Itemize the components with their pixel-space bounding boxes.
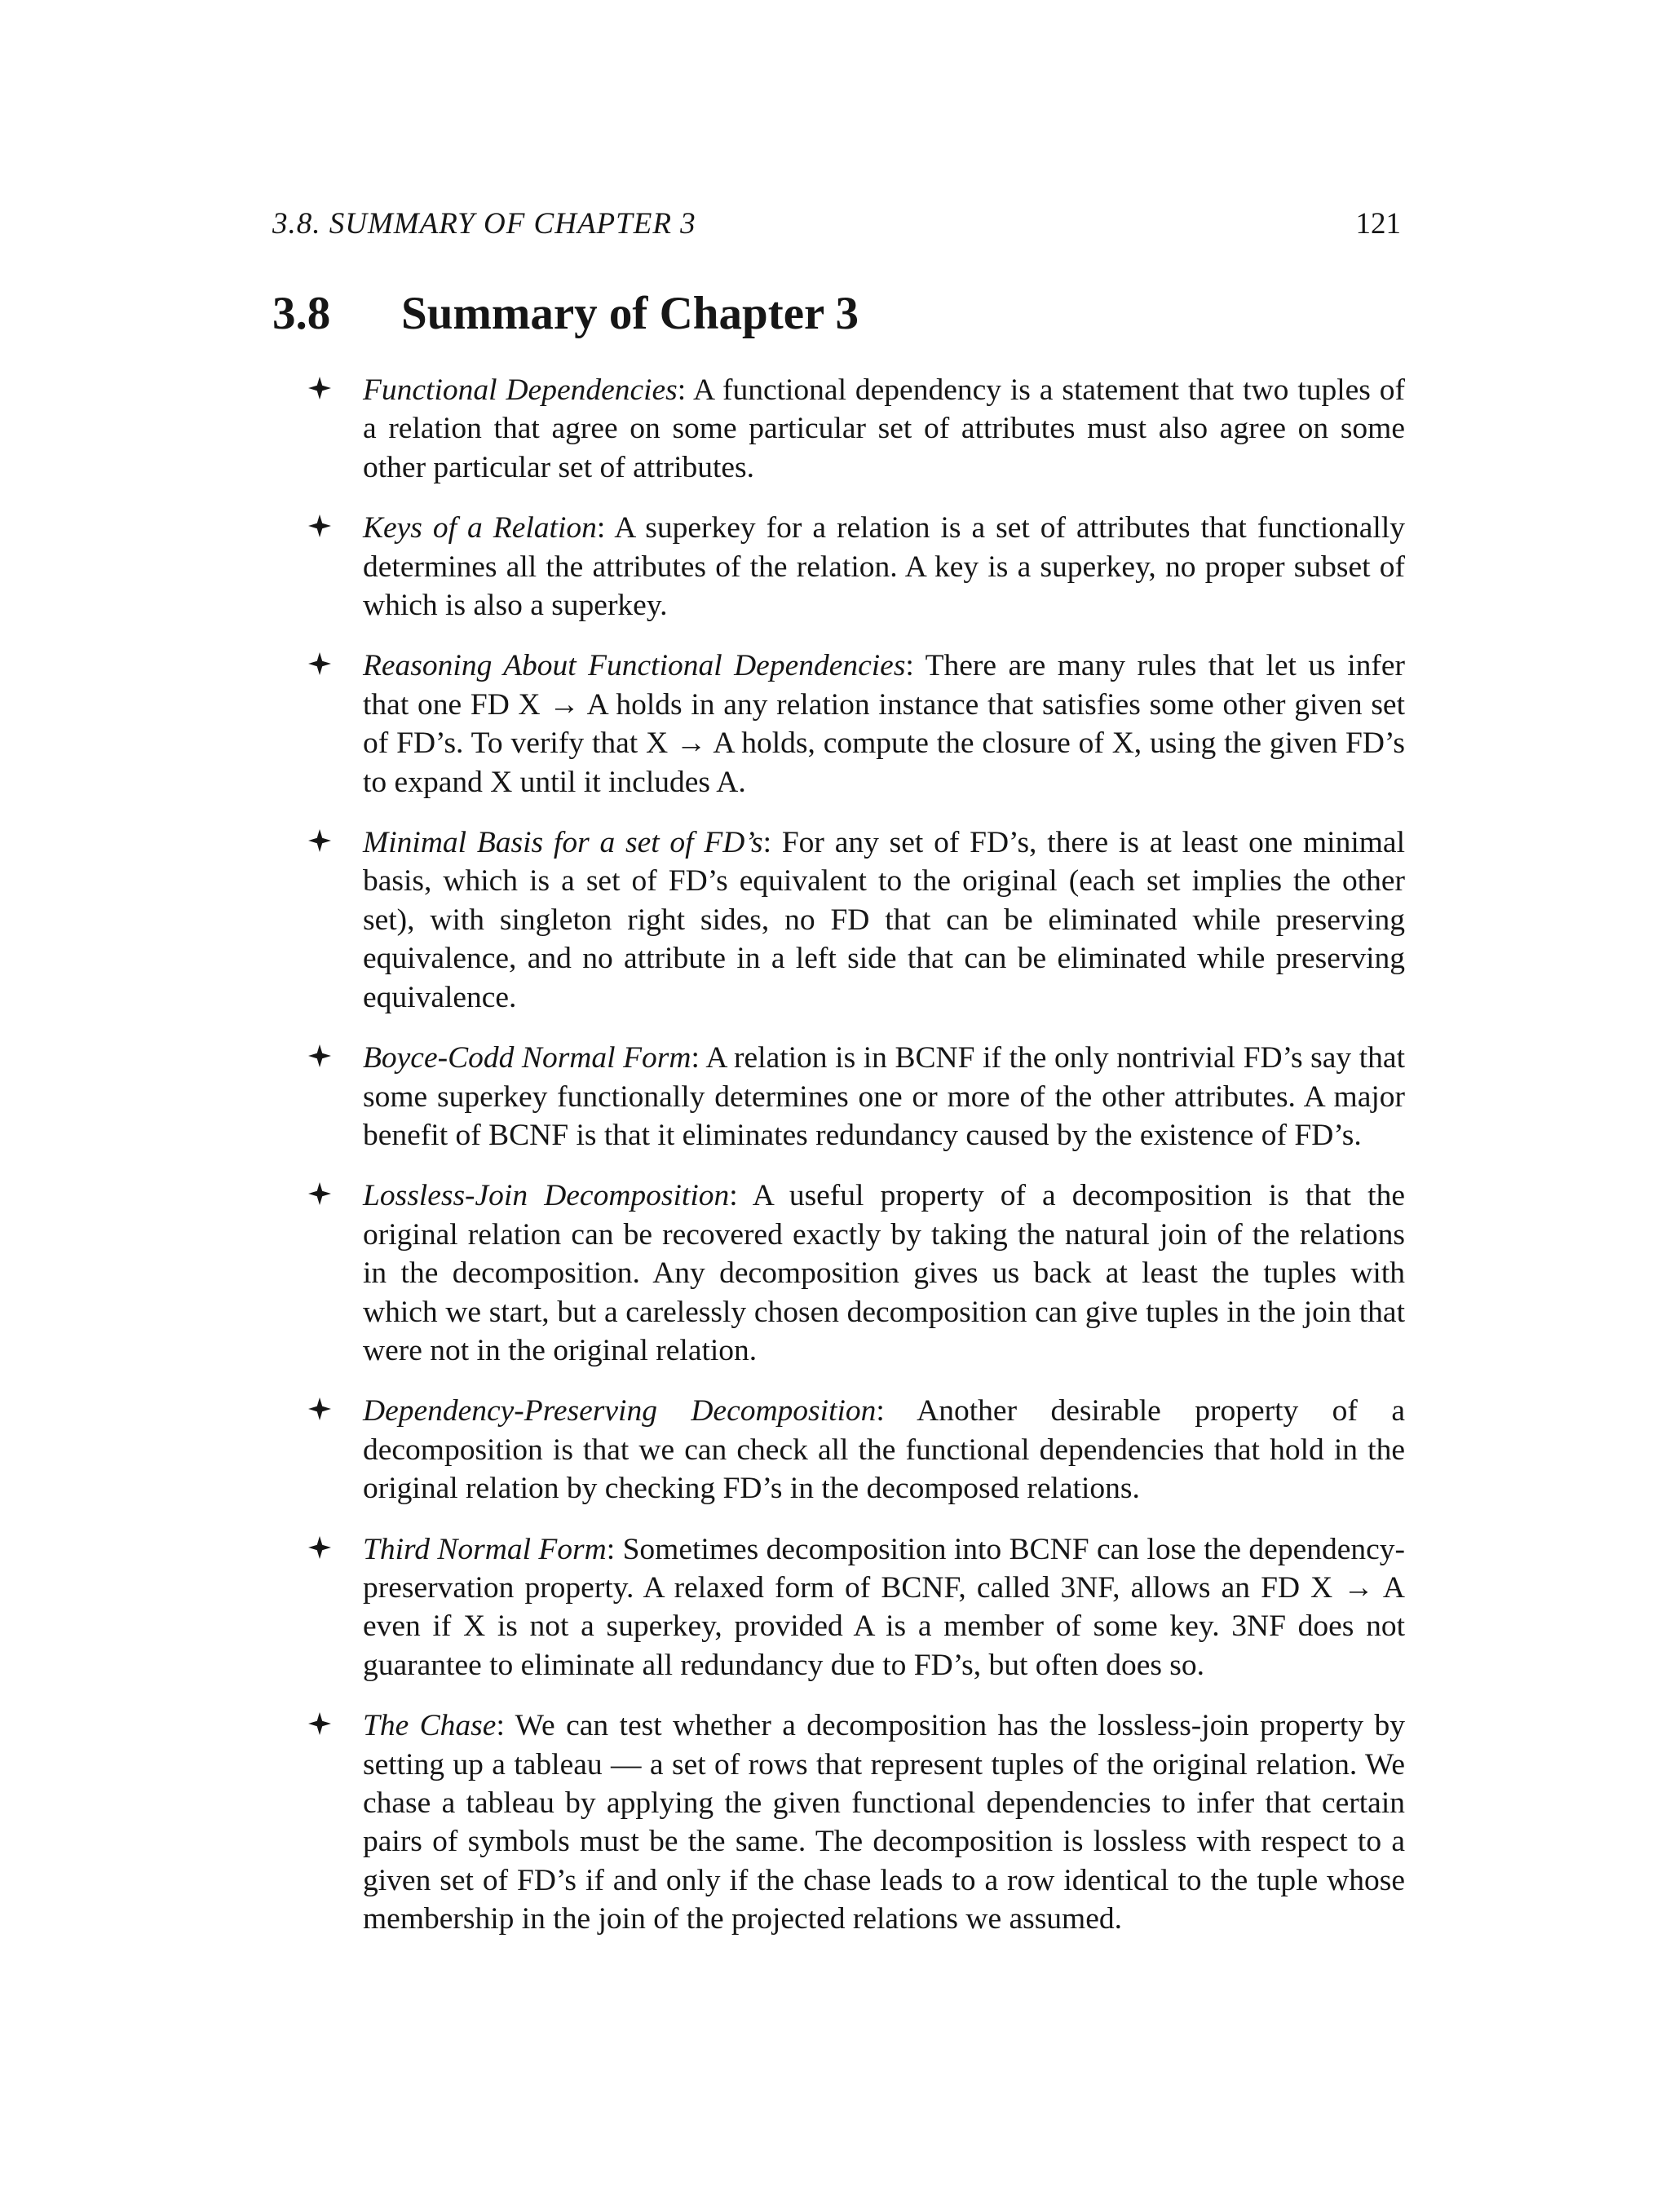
- item-text: We can test whether a decomposition has the lossless-join property by setting up a tableau — a set of rows that represent tuples of the original relation. We chase a tableau by applying the given functional dependencies to infer that certain pairs of symbols must be the same. The decomposition is lossless with respect to a given set of FD’s if and only if the chase leads to a row identical to the tuple whose membership in the join of the projected relations we assumed.: [363, 1709, 1406, 1936]
- item-term: Minimal Basis for a set of FD’s: [363, 826, 763, 860]
- summary-list: [307, 371, 1405, 1961]
- four-point-star-bullet-icon: [307, 514, 332, 538]
- item-text: A useful property of a decomposition is that the original relation can be recovered exactly by taking the natural join of the relations in the decomposition. Any decomposition gives us back at least the tuples with which we start, but a carelessly chosen decomposition can give tuples in the join that were not in the original relation.: [363, 1179, 1405, 1367]
- four-point-star-bullet-icon: [307, 1044, 332, 1068]
- four-point-star-bullet-icon: [307, 651, 332, 676]
- four-point-star-bullet-icon: [307, 376, 332, 400]
- summary-item-functional-dependencies: Functional Dependencies: A functional dependency is a statement that two tuples of a relation that agree on some particular set of attributes must also agree on some other particular set of attributes.: [307, 371, 1405, 487]
- item-term: Keys of a Relation: [363, 511, 597, 545]
- summary-item-the-chase: The Chase: We can test whether a decomposition has the lossless-join property by setting up a tableau — a set of rows that represent tuples of the original relation. We chase a tableau by applying the given functional dependencies to infer that certain pairs of symbols must be the same. The decomposition is lossless with respect to a given set of FD’s if and only if the chase leads to a row identical to the tuple whose membership in the join of the projected relations we assumed.: [307, 1706, 1405, 1938]
- item-term: Lossless-Join Decomposition: [363, 1179, 730, 1213]
- running-head: [272, 206, 1401, 247]
- item-term: Third Normal Form: [363, 1532, 607, 1566]
- summary-item-bcnf: Boyce-Codd Normal Form: A relation is in BCNF if the only nontrivial FD’s say that some superkey functionally determines one or more of the other attributes. A major benefit of BCNF is that it eliminates redundancy caused by the existence of FD’s.: [307, 1039, 1405, 1155]
- item-text: A relation is in BCNF if the only nontrivial FD’s say that some superkey functionally determines one or more of the other attributes. A major benefit of BCNF is that it eliminates redundancy caused by the existence of FD’s.: [363, 1041, 1405, 1152]
- summary-item-lossless-join: Lossless-Join Decomposition: A useful property of a decomposition is that the original relation can be recovered exactly by taking the natural join of the relations in the decomposition. Any decomposition gives us back at least the tuples with which we start, but a carelessly chosen decomposition can give tuples in the join that were not in the original relation.: [307, 1177, 1405, 1370]
- section-heading: [272, 287, 859, 340]
- running-head-title: 3.8. SUMMARY OF CHAPTER 3: [272, 207, 696, 241]
- item-text: Another desirable property of a decomposition is that we can check all the functional dependencies that hold in the original relation by checking FD’s in the decomposed relations.: [363, 1394, 1405, 1506]
- item-text: For any set of FD’s, there is at least one minimal basis, which is a set of FD’s equivalent to the original (each set implies the other set), with singleton right sides, no FD that can be eliminated while preserving equivalence, and no attribute in a left side that can be eliminated while preserving equivalence.: [363, 826, 1405, 1014]
- item-term: Boyce-Codd Normal Form: [363, 1041, 691, 1075]
- four-point-star-bullet-icon: [307, 1397, 332, 1421]
- four-point-star-bullet-icon: [307, 1535, 332, 1560]
- four-point-star-bullet-icon: [307, 1181, 332, 1206]
- section-title: Summary of Chapter 3: [401, 288, 859, 339]
- item-term: Reasoning About Functional Dependencies: [363, 649, 906, 683]
- page-number: 121: [1355, 207, 1401, 241]
- item-text: A superkey for a relation is a set of attributes that functionally determines all the attributes of the relation. A key is a superkey, no proper subset of which is also a superkey.: [363, 511, 1405, 623]
- item-term: Dependency-Preserving Decomposition: [363, 1394, 877, 1428]
- summary-item-reasoning-about-fds: Reasoning About Functional Dependencies: There are many rules that let us infer that one FD X → A holds in any relation instance that satisfies some other given set of FD’s. To verify that X → A holds, compute the closure of X, using the given FD’s to expand X until it includes A.: [307, 647, 1405, 801]
- section-number: 3.8: [272, 288, 331, 339]
- item-text: A functional dependency is a statement that two tuples of a relation that agree on some particular set of attributes must also agree on some other particular set of attributes.: [363, 373, 1405, 484]
- four-point-star-bullet-icon: [307, 828, 332, 853]
- item-text: Sometimes decomposition into BCNF can lose the dependency-preservation property. A relaxed form of BCNF, called 3NF, allows an FD X → A even if X is not a superkey, provided A is a member of some key. 3NF does not guarantee to eliminate all redundancy due to FD’s, but often does so.: [363, 1532, 1405, 1682]
- item-text: There are many rules that let us infer that one FD X → A holds in any relation instance that satisfies some other given set of FD’s. To verify that X → A holds, compute the closure of X, using the given FD’s to expand X until it includes A.: [363, 649, 1405, 799]
- item-term: Functional Dependencies: [363, 373, 678, 407]
- summary-item-minimal-basis: Minimal Basis for a set of FD’s: For any set of FD’s, there is at least one minimal basis, which is a set of FD’s equivalent to the original (each set implies the other set), with singleton right sides, no FD that can be eliminated while preserving equivalence, and no attribute in a left side that can be eliminated while preserving equivalence.: [307, 823, 1405, 1017]
- summary-item-third-normal-form: Third Normal Form: Sometimes decomposition into BCNF can lose the dependency-preservation property. A relaxed form of BCNF, called 3NF, allows an FD X → A even if X is not a superkey, provided A is a member of some key. 3NF does not guarantee to eliminate all redundancy due to FD’s, but often does so.: [307, 1530, 1405, 1685]
- four-point-star-bullet-icon: [307, 1711, 332, 1736]
- summary-item-dependency-preserving: Dependency-Preserving Decomposition: Another desirable property of a decomposition is that we can check all the functional dependencies that hold in the original relation by checking FD’s in the decomposed relations.: [307, 1392, 1405, 1508]
- summary-item-keys-of-a-relation: Keys of a Relation: A superkey for a relation is a set of attributes that functionally determines all the attributes of the relation. A key is a superkey, no proper subset of which is also a superkey.: [307, 509, 1405, 625]
- item-term: The Chase: [363, 1709, 497, 1743]
